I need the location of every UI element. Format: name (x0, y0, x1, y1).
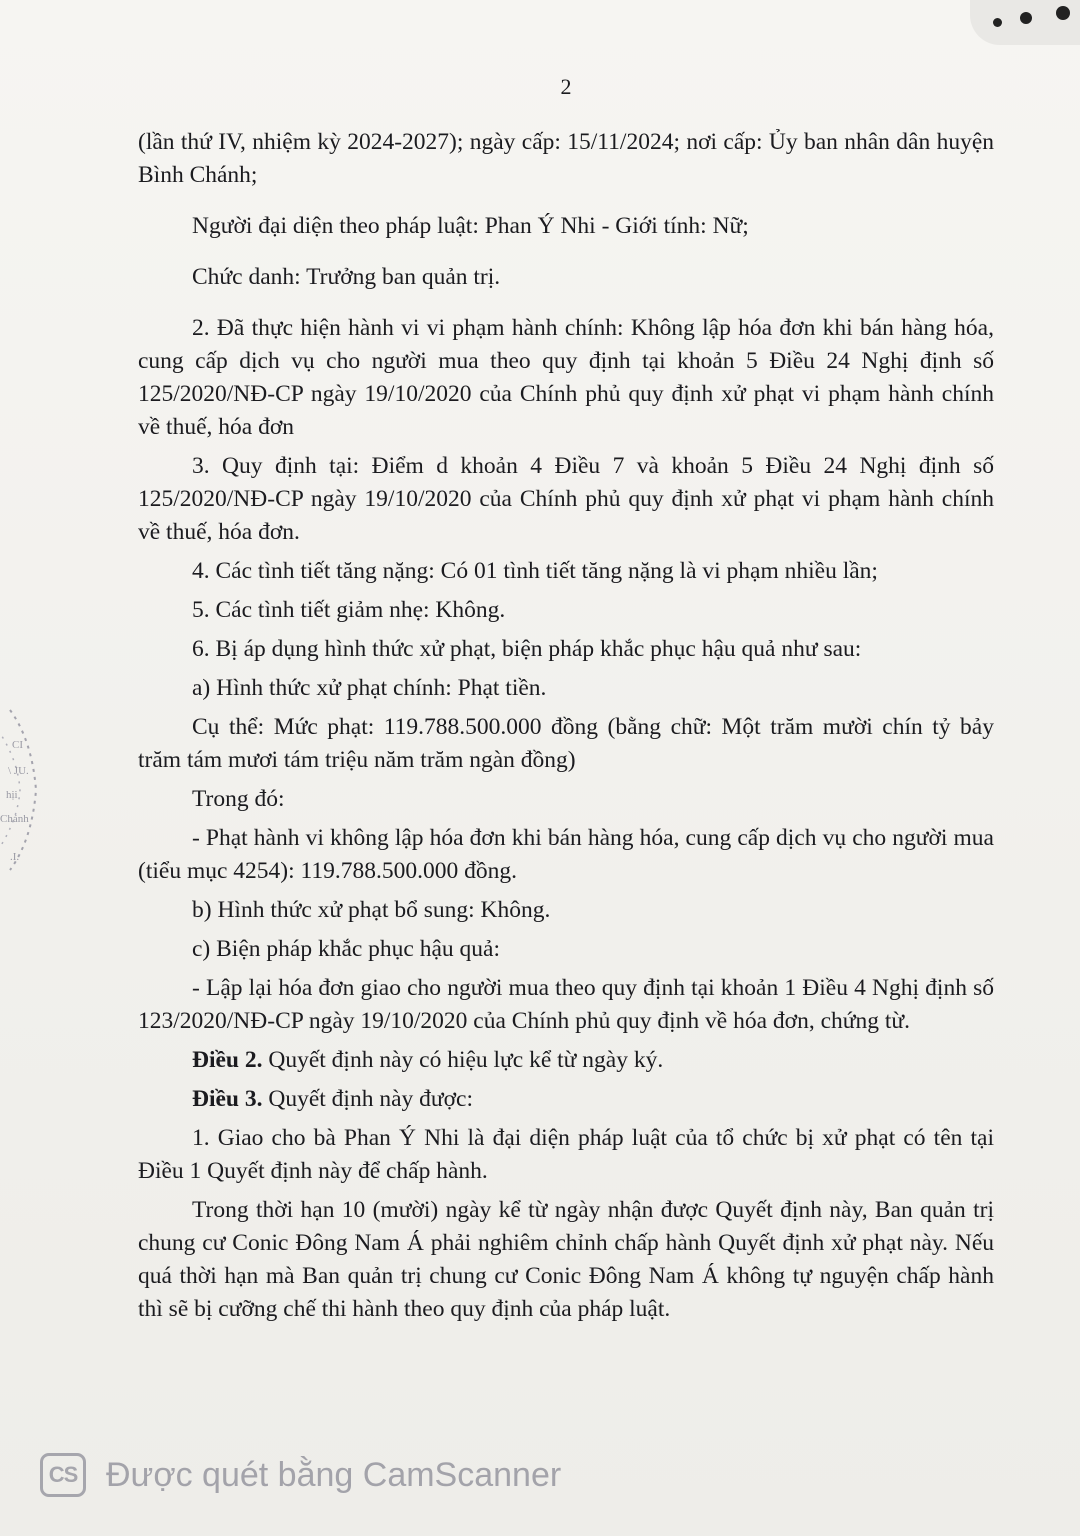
paragraph: - Phạt hành vi không lập hóa đơn khi bán hàng hóa, cung cấp dịch vụ cho người mua (tiểu mục 4254): 119.788.500.000 đồng. (138, 825, 994, 884)
document-body (138, 126, 994, 1326)
camscanner-logo: CS (40, 1453, 86, 1497)
paragraph: Trong thời hạn 10 (mười) ngày kể từ ngày nhận được Quyết định này, Ban quản trị chung cư Conic Đông Nam Á phải nghiêm chỉnh chấp hành Quyết định xử phạt này. Nếu quá thời hạn mà Ban quản trị chung cư Conic Đông Nam Á không tự nguyện chấp hành thì sẽ bị cưỡng chế thi hành theo quy định của pháp luật. (138, 1197, 994, 1322)
svg-text:hịi: hịi (6, 789, 18, 801)
corner-shadow (970, 0, 1080, 45)
paragraph: Chức danh: Trưởng ban quản trị. (192, 264, 501, 290)
article-label: Điều 2. (192, 1047, 263, 1073)
paragraph: 6. Bị áp dụng hình thức xử phạt, biện pháp khắc phục hậu quả như sau: (192, 636, 862, 662)
camscanner-text: Được quét bằng CamScanner (106, 1455, 562, 1494)
paragraph: b) Hình thức xử phạt bổ sung: Không. (192, 897, 551, 923)
scanner-watermark (40, 1450, 561, 1500)
paragraph: 5. Các tình tiết giảm nhẹ: Không. (192, 597, 506, 623)
paragraph: Cụ thể: Mức phạt: 119.788.500.000 đồng (bằng chữ: Một trăm mười chín tỷ bảy trăm tám mươi tám triệu năm trăm ngàn đồng) (138, 714, 994, 773)
svg-text:.I.: .I. (10, 851, 20, 863)
paragraph: Trong đó: (192, 786, 285, 812)
article-text: Quyết định này có hiệu lực kể từ ngày ký. (262, 1047, 664, 1073)
paragraph: 4. Các tình tiết tăng nặng: Có 01 tình tiết tăng nặng là vi phạm nhiều lần; (192, 558, 878, 584)
paragraph: 2. Đã thực hiện hành vi vi phạm hành chính: Không lập hóa đơn khi bán hàng hóa, cung cấp dịch vụ cho người mua theo quy định tại khoản 5 Điều 24 Nghị định số 125/2020/NĐ-CP ngày 19/10/2020 của Chính phủ quy định xử phạt vi phạm hành chính về thuế, hóa đơn (138, 315, 994, 440)
paragraph: a) Hình thức xử phạt chính: Phạt tiền. (192, 675, 547, 701)
paragraph: 1. Giao cho bà Phan Ý Nhi là đại diện pháp luật của tổ chức bị xử phạt có tên tại Điều 1 Quyết định này để chấp hành. (138, 1125, 994, 1184)
svg-text:CI: CI (12, 739, 23, 751)
seal-edge-icon (0, 700, 62, 880)
paragraph: c) Biện pháp khắc phục hậu quả: (192, 936, 501, 962)
paragraph: (lần thứ IV, nhiệm kỳ 2024-2027); ngày cấp: 15/11/2024; nơi cấp: Ủy ban nhân dân huyện Bình Chánh; (138, 129, 994, 188)
paragraph: Người đại diện theo pháp luật: Phan Ý Nhi - Giới tính: Nữ; (192, 213, 749, 239)
article-text: Quyết định này được: (262, 1086, 474, 1112)
corner-dot (993, 18, 1002, 27)
corner-dot (1020, 12, 1032, 24)
svg-text:\ JU.: \ JU. (8, 765, 29, 777)
page-number: 2 (560, 74, 572, 99)
seal-edge-fragment (0, 700, 62, 880)
article-label: Điều 3. (192, 1086, 263, 1112)
article-2-paragraph (138, 1044, 994, 1077)
article-3-paragraph (138, 1083, 994, 1116)
paragraph: 3. Quy định tại: Điểm d khoản 4 Điều 7 và khoản 5 Điều 24 Nghị định số 125/2020/NĐ-CP ngày 19/10/2020 của Chính phủ quy định xử phạt vi phạm hành chính về thuế, hóa đơn. (138, 453, 994, 545)
svg-text:Chánh: Chánh (0, 813, 29, 825)
corner-dot (1056, 6, 1070, 20)
paragraph: - Lập lại hóa đơn giao cho người mua theo quy định tại khoản 1 Điều 4 Nghị định số 123/2020/NĐ-CP ngày 19/10/2020 của Chính phủ quy định về hóa đơn, chứng từ. (138, 975, 994, 1034)
